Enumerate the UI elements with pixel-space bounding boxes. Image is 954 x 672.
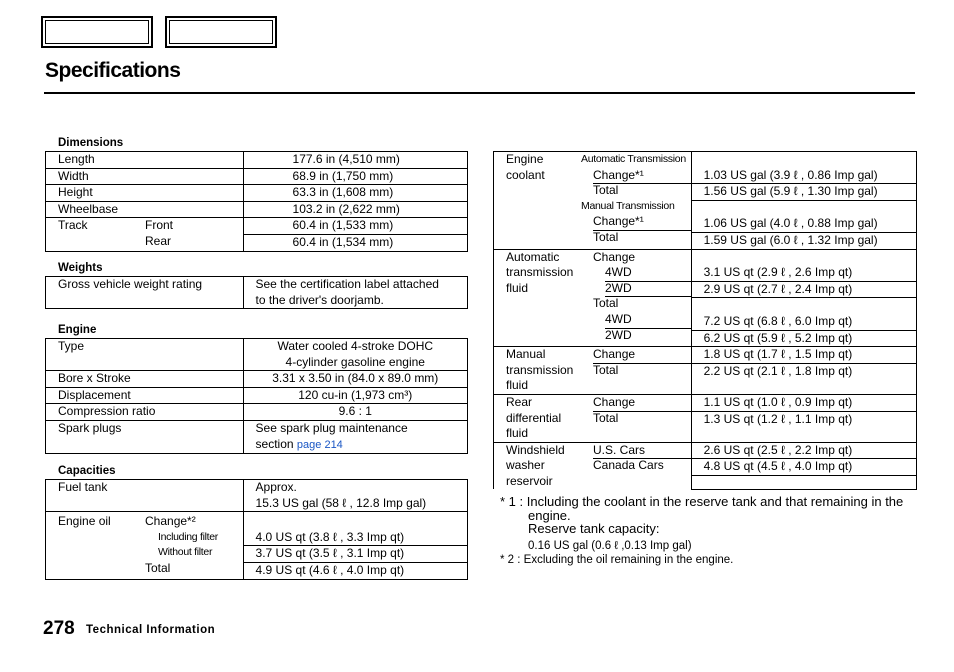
table-row [494, 249, 917, 347]
atf-label-2: transmission [506, 265, 574, 280]
mtf-total-label: Total [593, 362, 619, 377]
washer-ca-label: Canada Cars [593, 458, 664, 473]
track-rear-label: Rear [145, 233, 172, 248]
footnote-2-mark: * 2 : [500, 554, 521, 566]
track-label: Track [58, 218, 88, 233]
footnote-1-capacity: 0.16 US gal (0.6 ℓ ,0.13 Imp gal) [528, 540, 692, 552]
atf-change-2wd: 2WD [605, 281, 692, 298]
coolant-mt-heading: Manual Transmission [581, 199, 675, 212]
rear-diff-label-1: Rear [506, 394, 533, 409]
bore-label: Bore x Stroke [46, 371, 244, 388]
table-row [494, 442, 917, 489]
mtf-change-value: 1.8 US qt (1.7 ℓ , 1.5 Imp qt) [692, 347, 916, 364]
spark-label: Spark plugs [46, 420, 244, 453]
rear-diff-label-3: fluid [506, 426, 529, 441]
oil-without-value: 3.7 US qt (3.5 ℓ , 3.1 Imp qt) [244, 546, 467, 563]
atf-total-2wd: 2WD [605, 327, 632, 342]
mtf-label-3: fluid [506, 378, 529, 393]
coolant-values [691, 152, 916, 250]
footnote-1-reserve: Reserve tank capacity: [528, 521, 660, 536]
type-value-line-1: Water cooled 4-stroke DOHC [277, 339, 434, 353]
coolant-mt-total-value: 1.59 US gal (6.0 ℓ , 1.32 Imp gal) [703, 232, 878, 247]
gvwr-value-line-1: See the certification label attached [255, 277, 439, 291]
bore-value: 3.31 x 3.50 in (84.0 x 89.0 mm) [243, 371, 467, 388]
compression-value: 9.6 : 1 [243, 404, 467, 421]
mtf-cell [494, 347, 692, 395]
oil-total-label: Total [145, 560, 171, 575]
mtf-values [691, 347, 916, 395]
width-label: Width [46, 168, 244, 185]
page-number: 278 [43, 618, 75, 639]
engine-heading: Engine [58, 324, 97, 336]
nav-button-1[interactable] [41, 16, 153, 48]
oil-change-label: Change*² [145, 514, 196, 529]
track-rear-value: 60.4 in (1,534 mm) [292, 234, 394, 249]
track-values [243, 218, 467, 251]
atf-total-2wd-value: 6.2 US qt (5.9 ℓ , 5.2 Imp qt) [703, 330, 853, 345]
oil-values [243, 512, 467, 579]
rear-diff-cell [494, 394, 692, 442]
capacities-table [45, 479, 468, 580]
gvwr-value [243, 277, 468, 309]
washer-label-3: reservoir [506, 473, 553, 488]
oil-without-filter-label: Without filter [158, 546, 213, 559]
table-row [46, 185, 468, 202]
table-row [46, 168, 468, 185]
table-row [494, 394, 917, 442]
footnote-1 [500, 495, 903, 509]
coolant-at-heading: Automatic Transmission [581, 153, 686, 165]
rear-diff-change-value: 1.1 US qt (1.0 ℓ , 0.9 Imp qt) [692, 395, 916, 412]
oil-label: Engine oil [58, 514, 111, 529]
atf-change-label: Change [593, 249, 636, 264]
capacities-heading: Capacities [58, 465, 116, 477]
footnote-1-mark: * 1 : [500, 494, 524, 509]
gvwr-value-line-2: to the driver's doorjamb. [255, 292, 384, 307]
washer-cell [494, 442, 692, 489]
coolant-at-change-value: 1.03 US gal (3.9 ℓ , 0.86 Imp gal) [692, 168, 916, 185]
atf-change-4wd: 4WD [605, 265, 692, 282]
atf-cell [494, 249, 692, 347]
table-row [46, 387, 468, 404]
washer-label-1: Windshield [506, 442, 565, 457]
table-row [46, 201, 468, 218]
table-row [46, 152, 468, 169]
washer-us-label: U.S. Cars [593, 443, 692, 460]
coolant-at-total: Total [593, 183, 619, 198]
oil-incl-value: 4.0 US qt (3.8 ℓ , 3.3 Imp qt) [244, 530, 467, 547]
table-row [494, 347, 917, 395]
page-ref-link[interactable]: page 214 [296, 438, 343, 451]
wheelbase-value: 103.2 in (2,622 mm) [243, 201, 467, 218]
compression-label: Compression ratio [46, 404, 244, 421]
dimensions-heading: Dimensions [58, 137, 124, 149]
type-label: Type [46, 339, 244, 371]
displacement-label: Displacement [46, 387, 244, 404]
oil-total-value: 4.9 US qt (4.6 ℓ , 4.0 Imp qt) [255, 562, 405, 577]
length-label: Length [46, 152, 244, 169]
rear-diff-change-label: Change [593, 395, 692, 412]
type-value-line-2: 4-cylinder gasoline engine [285, 354, 425, 369]
table-row [46, 404, 468, 421]
weights-table [45, 276, 468, 309]
table-row [46, 218, 468, 251]
atf-change-2wd-value: 2.9 US qt (2.7 ℓ , 2.4 Imp qt) [692, 282, 916, 299]
title-divider [44, 92, 915, 94]
mtf-label-2: transmission [506, 362, 574, 377]
coolant-mt-change-value: 1.06 US gal (4.0 ℓ , 0.88 Imp gal) [692, 216, 916, 233]
atf-total-4wd-value: 7.2 US qt (6.8 ℓ , 6.0 Imp qt) [692, 314, 916, 331]
spark-value [243, 420, 467, 453]
table-row [46, 420, 468, 453]
table-row [46, 480, 468, 512]
washer-values [691, 442, 916, 489]
rear-diff-values [691, 394, 916, 442]
coolant-label-1: Engine [506, 152, 544, 166]
gvwr-label: Gross vehicle weight rating [46, 277, 244, 309]
coolant-mt-total: Total [593, 230, 619, 244]
table-row [46, 512, 468, 579]
fuel-value [243, 480, 467, 512]
track-front-value: 60.4 in (1,533 mm) [244, 218, 467, 235]
fuel-label: Fuel tank [46, 480, 244, 512]
dimensions-table [45, 151, 468, 252]
atf-total-label: Total [593, 296, 619, 311]
coolant-at-change: Change*¹ [593, 168, 692, 185]
fuel-value-line-2: 15.3 US gal (58 ℓ , 12.8 Imp gal) [255, 495, 427, 510]
table-row [46, 277, 468, 309]
atf-values [691, 249, 916, 347]
atf-total-4wd: 4WD [605, 312, 692, 329]
type-value [243, 339, 467, 371]
fluids-table [493, 151, 917, 490]
washer-ca-value: 4.8 US qt (4.5 ℓ , 4.0 Imp qt) [692, 459, 916, 476]
mtf-total-value: 2.2 US qt (2.1 ℓ , 1.8 Imp qt) [703, 363, 853, 378]
table-row [46, 339, 468, 371]
mtf-label-1: Manual [506, 347, 546, 362]
section-name: Technical Information [86, 624, 216, 636]
footnote-1-text: Including the coolant in the reserve tank and that remaining in the [526, 494, 904, 509]
oil-cell [46, 512, 244, 579]
footnote-2 [500, 554, 733, 566]
wheelbase-label: Wheelbase [46, 201, 244, 218]
page-title: Specifications [45, 59, 181, 82]
coolant-label-2: coolant [506, 167, 545, 182]
atf-label-1: Automatic [506, 249, 560, 264]
weights-heading: Weights [58, 262, 103, 274]
spark-value-line-1: See spark plug maintenance [255, 420, 408, 435]
fuel-value-line-1: Approx. [255, 480, 297, 494]
mtf-change-label: Change [593, 347, 692, 364]
footnote-1-line-2: engine. [528, 508, 571, 523]
displacement-value: 120 cu-in (1,973 cm³) [243, 387, 467, 404]
coolant-mt-change: Change*¹ [593, 214, 692, 231]
table-row [46, 371, 468, 388]
atf-label-3: fluid [506, 280, 529, 295]
length-value: 177.6 in (4,510 mm) [243, 152, 467, 169]
height-value: 63.3 in (1,608 mm) [243, 185, 467, 202]
footnote-2-text: Excluding the oil remaining in the engine. [523, 554, 734, 566]
rear-diff-label-2: differential [506, 410, 562, 425]
height-label: Height [46, 185, 244, 202]
width-value: 68.9 in (1,750 mm) [243, 168, 467, 185]
oil-incl-filter-label: Including filter [158, 530, 218, 543]
atf-change-4wd-value: 3.1 US qt (2.9 ℓ , 2.6 Imp qt) [692, 265, 916, 282]
rear-diff-total-value: 1.3 US qt (1.2 ℓ , 1.1 Imp qt) [703, 411, 853, 426]
track-cell [46, 218, 244, 251]
washer-us-value: 2.6 US qt (2.5 ℓ , 2.2 Imp qt) [692, 443, 916, 460]
track-front-label: Front [145, 218, 174, 233]
nav-button-2[interactable] [165, 16, 277, 48]
coolant-cell [494, 152, 692, 250]
coolant-at-total-value: 1.56 US gal (5.9 ℓ , 1.30 Imp gal) [692, 184, 916, 201]
spark-value-line-2: section [255, 436, 294, 451]
engine-table [45, 338, 468, 454]
washer-label-2: washer [506, 458, 545, 473]
rear-diff-total-label: Total [593, 410, 619, 425]
table-row [494, 152, 917, 250]
